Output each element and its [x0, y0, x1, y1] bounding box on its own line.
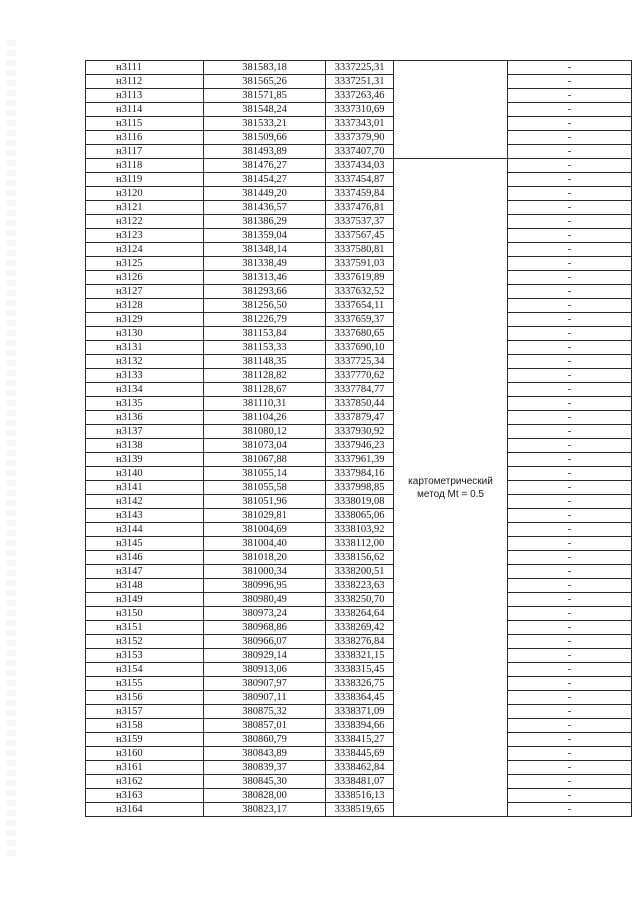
coordinate-x-cell: 381493,89 — [204, 145, 326, 159]
table-row — [86, 663, 632, 677]
coordinate-x-cell: 381029,81 — [204, 509, 326, 523]
coordinate-x-cell: 381359,04 — [204, 229, 326, 243]
table-row — [86, 369, 632, 383]
coordinate-y-cell: 3338223,63 — [326, 579, 394, 593]
accuracy-cell: - — [508, 103, 632, 117]
table-row — [86, 75, 632, 89]
coordinate-y-cell: 3338519,65 — [326, 803, 394, 817]
accuracy-cell: - — [508, 803, 632, 817]
table-row — [86, 719, 632, 733]
accuracy-cell: - — [508, 579, 632, 593]
table-row — [86, 257, 632, 271]
coordinates-table-body — [86, 61, 632, 817]
accuracy-cell: - — [508, 327, 632, 341]
accuracy-cell: - — [508, 131, 632, 145]
point-id-cell: н3112 — [86, 75, 204, 89]
accuracy-cell: - — [508, 89, 632, 103]
accuracy-cell: - — [508, 61, 632, 75]
table-row — [86, 705, 632, 719]
coordinate-x-cell: 380996,95 — [204, 579, 326, 593]
coordinate-y-cell: 3338112,00 — [326, 537, 394, 551]
coordinate-x-cell: 381583,18 — [204, 61, 326, 75]
accuracy-cell: - — [508, 663, 632, 677]
coordinate-y-cell: 3337567,45 — [326, 229, 394, 243]
coordinate-x-cell: 380966,07 — [204, 635, 326, 649]
point-id-cell: н3139 — [86, 453, 204, 467]
coordinate-x-cell: 381565,26 — [204, 75, 326, 89]
margin-stamp-strip — [6, 40, 16, 860]
table-row — [86, 551, 632, 565]
accuracy-cell: - — [508, 75, 632, 89]
point-id-cell: н3146 — [86, 551, 204, 565]
table-row — [86, 271, 632, 285]
point-id-cell: н3152 — [86, 635, 204, 649]
coordinate-x-cell: 381004,40 — [204, 537, 326, 551]
coordinate-y-cell: 3337690,10 — [326, 341, 394, 355]
point-id-cell: н3123 — [86, 229, 204, 243]
point-id-cell: н3126 — [86, 271, 204, 285]
point-id-cell: н3162 — [86, 775, 204, 789]
coordinate-y-cell: 3338276,84 — [326, 635, 394, 649]
coordinate-x-cell: 380860,79 — [204, 733, 326, 747]
accuracy-cell: - — [508, 159, 632, 173]
point-id-cell: н3124 — [86, 243, 204, 257]
coordinate-y-cell: 3337476,81 — [326, 201, 394, 215]
coordinate-x-cell: 381153,33 — [204, 341, 326, 355]
coordinate-y-cell: 3337961,39 — [326, 453, 394, 467]
coordinate-y-cell: 3337580,81 — [326, 243, 394, 257]
point-id-cell: н3114 — [86, 103, 204, 117]
table-row — [86, 733, 632, 747]
point-id-cell: н3122 — [86, 215, 204, 229]
coordinate-x-cell: 381073,04 — [204, 439, 326, 453]
coordinate-y-cell: 3337930,92 — [326, 425, 394, 439]
table-row — [86, 89, 632, 103]
accuracy-cell: - — [508, 453, 632, 467]
coordinate-x-cell: 381226,79 — [204, 313, 326, 327]
table-row — [86, 327, 632, 341]
coordinate-y-cell: 3338445,69 — [326, 747, 394, 761]
accuracy-cell: - — [508, 635, 632, 649]
accuracy-cell: - — [508, 719, 632, 733]
table-row — [86, 803, 632, 817]
coordinate-y-cell: 3337725,34 — [326, 355, 394, 369]
table-row — [86, 299, 632, 313]
coordinate-x-cell: 381051,96 — [204, 495, 326, 509]
coordinate-y-cell: 3338269,42 — [326, 621, 394, 635]
accuracy-cell: - — [508, 691, 632, 705]
coordinate-x-cell: 380968,86 — [204, 621, 326, 635]
point-id-cell: н3153 — [86, 649, 204, 663]
coordinate-y-cell: 3337310,69 — [326, 103, 394, 117]
coordinate-y-cell: 3337591,03 — [326, 257, 394, 271]
table-row — [86, 383, 632, 397]
coordinate-x-cell: 381313,46 — [204, 271, 326, 285]
coordinate-x-cell: 380823,17 — [204, 803, 326, 817]
table-row — [86, 761, 632, 775]
coordinate-x-cell: 381110,31 — [204, 397, 326, 411]
coordinate-x-cell: 381067,88 — [204, 453, 326, 467]
accuracy-cell: - — [508, 397, 632, 411]
coordinate-x-cell: 381533,21 — [204, 117, 326, 131]
coordinate-y-cell: 3337263,46 — [326, 89, 394, 103]
table-row — [86, 173, 632, 187]
point-id-cell: н3127 — [86, 285, 204, 299]
accuracy-cell: - — [508, 341, 632, 355]
point-id-cell: н3163 — [86, 789, 204, 803]
point-id-cell: н3160 — [86, 747, 204, 761]
accuracy-cell: - — [508, 117, 632, 131]
accuracy-cell: - — [508, 481, 632, 495]
coordinate-x-cell: 381509,66 — [204, 131, 326, 145]
coordinate-x-cell: 381104,26 — [204, 411, 326, 425]
accuracy-cell: - — [508, 621, 632, 635]
accuracy-cell: - — [508, 173, 632, 187]
coordinate-x-cell: 380843,89 — [204, 747, 326, 761]
accuracy-cell: - — [508, 593, 632, 607]
table-row — [86, 425, 632, 439]
table-row — [86, 313, 632, 327]
table-row — [86, 117, 632, 131]
coordinate-x-cell: 381153,84 — [204, 327, 326, 341]
coordinate-x-cell: 381293,66 — [204, 285, 326, 299]
coordinate-y-cell: 3337251,31 — [326, 75, 394, 89]
table-row — [86, 789, 632, 803]
point-id-cell: н3158 — [86, 719, 204, 733]
coordinate-x-cell: 381548,24 — [204, 103, 326, 117]
coordinate-y-cell: 3337680,65 — [326, 327, 394, 341]
point-id-cell: н3155 — [86, 677, 204, 691]
coordinate-y-cell: 3337343,01 — [326, 117, 394, 131]
coordinate-y-cell: 3338481,07 — [326, 775, 394, 789]
coordinate-y-cell: 3337946,23 — [326, 439, 394, 453]
accuracy-cell: - — [508, 425, 632, 439]
coordinate-y-cell: 3338264,64 — [326, 607, 394, 621]
table-row — [86, 649, 632, 663]
coordinate-x-cell: 381080,12 — [204, 425, 326, 439]
coordinate-x-cell: 381055,14 — [204, 467, 326, 481]
table-row — [86, 201, 632, 215]
coordinate-x-cell: 381386,29 — [204, 215, 326, 229]
coordinate-y-cell: 3337225,31 — [326, 61, 394, 75]
coordinate-y-cell: 3338415,27 — [326, 733, 394, 747]
coordinate-x-cell: 381128,67 — [204, 383, 326, 397]
table-row — [86, 677, 632, 691]
accuracy-cell: - — [508, 789, 632, 803]
point-id-cell: н3164 — [86, 803, 204, 817]
point-id-cell: н3132 — [86, 355, 204, 369]
accuracy-cell: - — [508, 285, 632, 299]
table-row — [86, 159, 632, 173]
coordinate-x-cell: 381348,14 — [204, 243, 326, 257]
accuracy-cell: - — [508, 495, 632, 509]
point-id-cell: н3148 — [86, 579, 204, 593]
coordinate-y-cell: 3338516,13 — [326, 789, 394, 803]
table-row — [86, 243, 632, 257]
table-row — [86, 523, 632, 537]
coordinate-x-cell: 381055,58 — [204, 481, 326, 495]
accuracy-cell: - — [508, 411, 632, 425]
coordinate-y-cell: 3337537,37 — [326, 215, 394, 229]
table-row — [86, 691, 632, 705]
table-row — [86, 495, 632, 509]
point-id-cell: н3125 — [86, 257, 204, 271]
coordinate-x-cell: 380875,32 — [204, 705, 326, 719]
coordinate-y-cell: 3338103,92 — [326, 523, 394, 537]
coordinate-y-cell: 3337784,77 — [326, 383, 394, 397]
coordinate-y-cell: 3338321,15 — [326, 649, 394, 663]
accuracy-cell: - — [508, 257, 632, 271]
coordinate-y-cell: 3338250,70 — [326, 593, 394, 607]
point-id-cell: н3151 — [86, 621, 204, 635]
table-row — [86, 397, 632, 411]
point-id-cell: н3150 — [86, 607, 204, 621]
point-id-cell: н3129 — [86, 313, 204, 327]
point-id-cell: н3115 — [86, 117, 204, 131]
table-row — [86, 607, 632, 621]
coordinate-x-cell: 381436,57 — [204, 201, 326, 215]
coordinate-y-cell: 3337998,85 — [326, 481, 394, 495]
point-id-cell: н3131 — [86, 341, 204, 355]
accuracy-cell: - — [508, 537, 632, 551]
accuracy-cell: - — [508, 677, 632, 691]
coordinate-x-cell: 380929,14 — [204, 649, 326, 663]
accuracy-cell: - — [508, 649, 632, 663]
point-id-cell: н3144 — [86, 523, 204, 537]
coordinate-x-cell: 380828,00 — [204, 789, 326, 803]
coordinate-x-cell: 381018,20 — [204, 551, 326, 565]
point-id-cell: н3156 — [86, 691, 204, 705]
point-id-cell: н3134 — [86, 383, 204, 397]
coordinate-x-cell: 381000,34 — [204, 565, 326, 579]
coordinate-x-cell: 381338,49 — [204, 257, 326, 271]
table-row — [86, 565, 632, 579]
coordinate-y-cell: 3338200,51 — [326, 565, 394, 579]
coordinate-y-cell: 3337459,84 — [326, 187, 394, 201]
method-line-1: картометрический — [408, 475, 493, 487]
table-row — [86, 621, 632, 635]
accuracy-cell: - — [508, 551, 632, 565]
accuracy-cell: - — [508, 775, 632, 789]
method-cell-empty — [394, 61, 508, 159]
coordinate-y-cell: 3337379,90 — [326, 131, 394, 145]
point-id-cell: н3154 — [86, 663, 204, 677]
accuracy-cell: - — [508, 187, 632, 201]
coordinate-y-cell: 3338462,84 — [326, 761, 394, 775]
coordinate-x-cell: 381148,35 — [204, 355, 326, 369]
accuracy-cell: - — [508, 271, 632, 285]
table-row — [86, 635, 632, 649]
coordinate-x-cell: 381454,27 — [204, 173, 326, 187]
coordinate-y-cell: 3337619,89 — [326, 271, 394, 285]
point-id-cell: н3116 — [86, 131, 204, 145]
point-id-cell: н3128 — [86, 299, 204, 313]
accuracy-cell: - — [508, 369, 632, 383]
coordinate-x-cell: 381004,69 — [204, 523, 326, 537]
coordinate-y-cell: 3337434,03 — [326, 159, 394, 173]
point-id-cell: н3159 — [86, 733, 204, 747]
accuracy-cell: - — [508, 705, 632, 719]
table-row — [86, 285, 632, 299]
point-id-cell: н3147 — [86, 565, 204, 579]
point-id-cell: н3149 — [86, 593, 204, 607]
point-id-cell: н3142 — [86, 495, 204, 509]
coordinate-y-cell: 3337770,62 — [326, 369, 394, 383]
table-row — [86, 187, 632, 201]
point-id-cell: н3133 — [86, 369, 204, 383]
accuracy-cell: - — [508, 565, 632, 579]
accuracy-cell: - — [508, 145, 632, 159]
point-id-cell: н3111 — [86, 61, 204, 75]
accuracy-cell: - — [508, 439, 632, 453]
coordinate-y-cell: 3337879,47 — [326, 411, 394, 425]
table-row — [86, 103, 632, 117]
point-id-cell: н3113 — [86, 89, 204, 103]
table-row — [86, 131, 632, 145]
point-id-cell: н3141 — [86, 481, 204, 495]
accuracy-cell: - — [508, 383, 632, 397]
accuracy-cell: - — [508, 733, 632, 747]
point-id-cell: н3157 — [86, 705, 204, 719]
accuracy-cell: - — [508, 523, 632, 537]
table-row — [86, 411, 632, 425]
point-id-cell: н3138 — [86, 439, 204, 453]
table-row — [86, 747, 632, 761]
coordinate-x-cell: 381571,85 — [204, 89, 326, 103]
coordinate-y-cell: 3337984,16 — [326, 467, 394, 481]
point-id-cell: н3145 — [86, 537, 204, 551]
accuracy-cell: - — [508, 607, 632, 621]
coordinate-y-cell: 3337850,44 — [326, 397, 394, 411]
point-id-cell: н3140 — [86, 467, 204, 481]
coordinate-y-cell: 3338326,75 — [326, 677, 394, 691]
accuracy-cell: - — [508, 299, 632, 313]
point-id-cell: н3117 — [86, 145, 204, 159]
point-id-cell: н3118 — [86, 159, 204, 173]
accuracy-cell: - — [508, 509, 632, 523]
method-cell — [394, 159, 508, 817]
table-row — [86, 467, 632, 481]
point-id-cell: н3161 — [86, 761, 204, 775]
accuracy-cell: - — [508, 747, 632, 761]
coordinate-y-cell: 3338315,45 — [326, 663, 394, 677]
accuracy-cell: - — [508, 467, 632, 481]
table-row — [86, 775, 632, 789]
table-row — [86, 453, 632, 467]
coordinate-y-cell: 3337654,11 — [326, 299, 394, 313]
coordinate-y-cell: 3338156,62 — [326, 551, 394, 565]
table-row — [86, 579, 632, 593]
point-id-cell: н3120 — [86, 187, 204, 201]
coordinate-x-cell: 381256,50 — [204, 299, 326, 313]
point-id-cell: н3143 — [86, 509, 204, 523]
coordinate-y-cell: 3338065,06 — [326, 509, 394, 523]
table-row — [86, 61, 632, 75]
point-id-cell: н3137 — [86, 425, 204, 439]
accuracy-cell: - — [508, 243, 632, 257]
coordinate-y-cell: 3337407,70 — [326, 145, 394, 159]
table-row — [86, 229, 632, 243]
table-row — [86, 341, 632, 355]
coordinate-x-cell: 380973,24 — [204, 607, 326, 621]
coordinate-y-cell: 3338394,66 — [326, 719, 394, 733]
coordinate-x-cell: 380913,06 — [204, 663, 326, 677]
coordinate-y-cell: 3338364,45 — [326, 691, 394, 705]
point-id-cell: н3121 — [86, 201, 204, 215]
table-row — [86, 537, 632, 551]
table-row — [86, 215, 632, 229]
coordinate-x-cell: 380907,11 — [204, 691, 326, 705]
method-line-2: метод Mt = 0.5 — [417, 488, 484, 500]
coordinate-x-cell: 380980,49 — [204, 593, 326, 607]
point-id-cell: н3136 — [86, 411, 204, 425]
table-row — [86, 439, 632, 453]
table-row — [86, 593, 632, 607]
coordinate-y-cell: 3338371,09 — [326, 705, 394, 719]
point-id-cell: н3130 — [86, 327, 204, 341]
table-row — [86, 355, 632, 369]
coordinate-x-cell: 380845,30 — [204, 775, 326, 789]
accuracy-cell: - — [508, 229, 632, 243]
accuracy-cell: - — [508, 761, 632, 775]
coordinates-table — [85, 60, 632, 817]
accuracy-cell: - — [508, 201, 632, 215]
coordinate-x-cell: 380857,01 — [204, 719, 326, 733]
coordinate-x-cell: 381128,82 — [204, 369, 326, 383]
table-row — [86, 481, 632, 495]
accuracy-cell: - — [508, 313, 632, 327]
coordinate-y-cell: 3337454,87 — [326, 173, 394, 187]
point-id-cell: н3135 — [86, 397, 204, 411]
coordinate-x-cell: 381449,20 — [204, 187, 326, 201]
coordinate-y-cell: 3337659,37 — [326, 313, 394, 327]
table-row — [86, 509, 632, 523]
coordinate-x-cell: 381476,27 — [204, 159, 326, 173]
coordinate-y-cell: 3338019,08 — [326, 495, 394, 509]
coordinate-x-cell: 380907,97 — [204, 677, 326, 691]
point-id-cell: н3119 — [86, 173, 204, 187]
table-row — [86, 145, 632, 159]
coordinate-x-cell: 380839,37 — [204, 761, 326, 775]
coordinate-y-cell: 3337632,52 — [326, 285, 394, 299]
accuracy-cell: - — [508, 215, 632, 229]
accuracy-cell: - — [508, 355, 632, 369]
